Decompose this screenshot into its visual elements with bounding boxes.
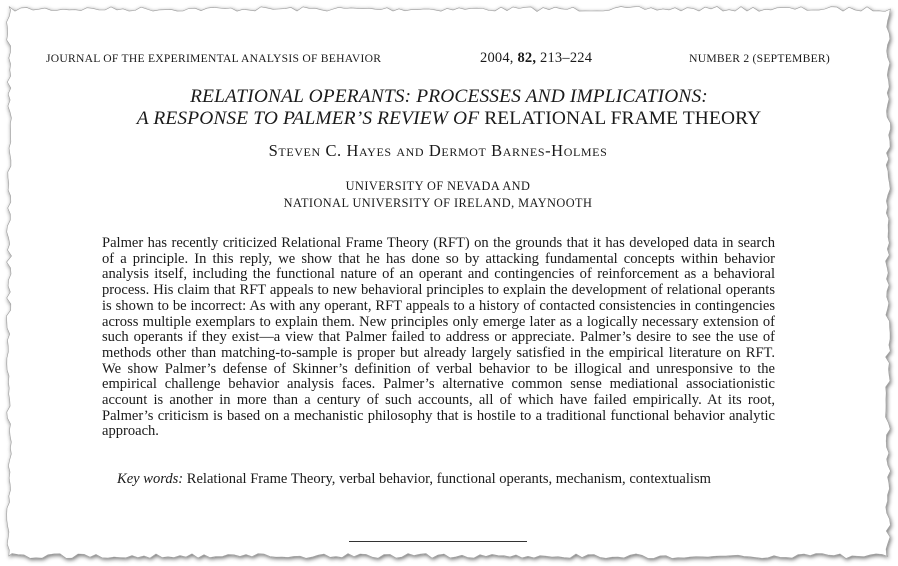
- title-line-2: [0, 108, 898, 130]
- running-header: [46, 50, 830, 68]
- journal-name: JOURNAL OF THE EXPERIMENTAL ANALYSIS OF BEHAVIOR: [46, 52, 382, 65]
- article-title: [0, 86, 898, 130]
- footnote-rule: [349, 541, 527, 542]
- affiliations: [0, 178, 876, 212]
- issue-number: NUMBER 2 (SEPTEMBER): [689, 52, 830, 65]
- citation-year: 2004,: [480, 50, 514, 66]
- keywords-label: Key words:: [117, 471, 184, 487]
- affiliation-line-1: UNIVERSITY OF NEVADA AND: [345, 179, 531, 193]
- abstract-text: Palmer has recently criticized Relational Frame Theory (RFT) on the grounds that it has developed data in search of a principle. In this reply, we show that he has done so by attacking fundamental concepts within behavior analysis itself, including the functional nature of an operant and contingencies of reinforcement as a behavioral process. His claim that RFT appeals to new behavioral principles to explain the development of relational operants is shown to be incorrect: As with any operant, RFT appeals to a history of contacted consistencies in contingencies across multiple exemplars to explain them. New principles only emerge later as a logically necessary extension of such operants if they exist—a view that Palmer failed to address or appreciate. Palmer’s desire to see the use of methods other than matching-to-sample is proper but already largely satisfied in the empirical literature on RFT. We show Palmer’s defense of Skinner’s definition of verbal behavior to be illogical and unresponsive to the empirical challenge behavior analysis faces. Palmer’s alternative common sense mediational associationistic account is another in more than a century of such accounts, all of which have failed empirically. At its root, Palmer’s criticism is based on a mechanistic philosophy that is hostile to a traditional functional behavior analytic approach.: [102, 235, 775, 440]
- citation: [480, 50, 592, 67]
- title-line-2-roman: RELATIONAL FRAME THEORY: [484, 108, 762, 129]
- citation-pages: 213–224: [540, 50, 593, 66]
- citation-volume: 82,: [517, 50, 537, 66]
- title-line-2-italic: A RESPONSE TO PALMER’S REVIEW OF: [136, 108, 480, 129]
- affiliation-line-2: NATIONAL UNIVERSITY OF IRELAND, MAYNOOTH: [283, 196, 593, 210]
- keywords: [102, 472, 775, 488]
- author-list: Steven C. Hayes and Dermot Barnes-Holmes: [268, 141, 608, 160]
- keywords-text: Relational Frame Theory, verbal behavior, functional operants, mechanism, contextualism: [183, 471, 711, 487]
- title-line-1: RELATIONAL OPERANTS: PROCESSES AND IMPLICATIONS:: [190, 86, 708, 107]
